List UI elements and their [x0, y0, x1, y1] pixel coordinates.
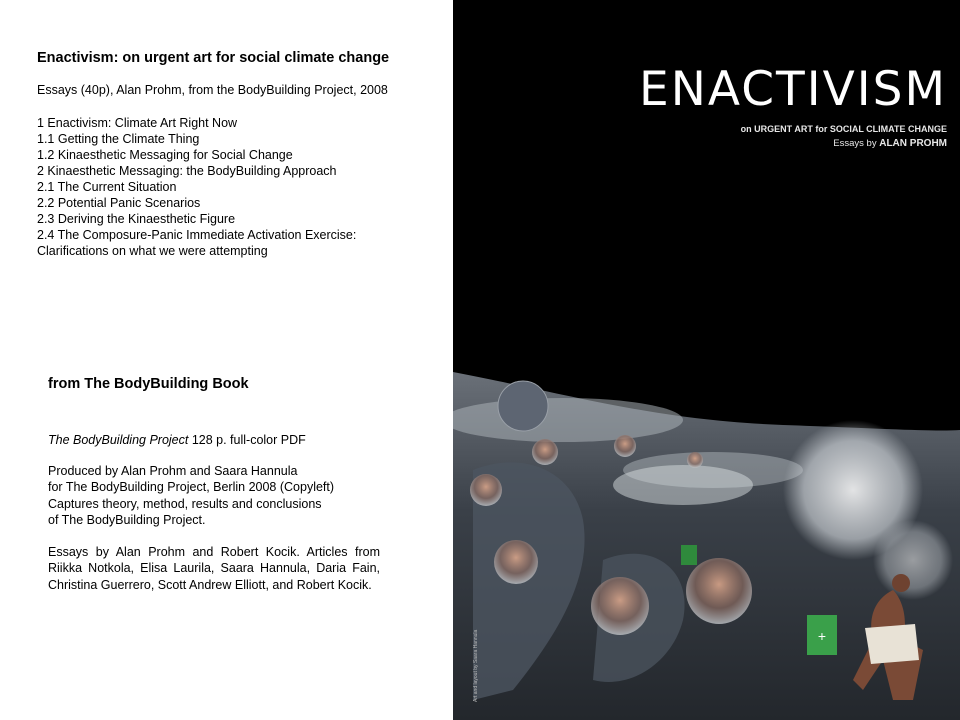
first-aid-kit	[681, 545, 697, 565]
essays-subtitle: Essays (40p), Alan Prohm, from the BodyBuilding Project, 2008	[37, 83, 388, 97]
book-format-line	[48, 432, 380, 448]
book-production-info	[48, 463, 380, 528]
first-aid-cross: +	[817, 628, 827, 644]
cover-title: ENACTIVISM	[639, 62, 947, 117]
table-of-contents	[37, 115, 356, 259]
toc-item: Clarifications on what we were attempting	[37, 244, 268, 258]
figure-bubble	[614, 435, 636, 457]
figure-bubble	[470, 474, 502, 506]
book-contributors: Essays by Alan Prohm and Robert Kocik. Articles from Riikka Notkola, Elisa Laurila, Saara Hannula, Daria Fain, Christina Guerrero, Scott Andrew Elliott, and Robert Kocik.	[48, 545, 380, 592]
book-format: 128 p. full-color PDF	[188, 433, 306, 447]
figure-bubble	[687, 452, 703, 468]
cover-subtitle: on URGENT ART for SOCIAL CLIMATE CHANGE	[740, 124, 947, 134]
storm-cloud	[873, 520, 953, 600]
text-page	[0, 0, 453, 720]
toc-item: 2.2 Potential Panic Scenarios	[37, 196, 201, 210]
book-title: from The BodyBuilding Book	[48, 376, 249, 392]
toc-item: 2.1 The Current Situation	[37, 180, 177, 194]
production-line: Captures theory, method, results and conclusions	[48, 496, 322, 511]
figure-bubble	[532, 439, 558, 465]
book-name: The BodyBuilding Project	[48, 433, 189, 447]
toc-item: 1.1 Getting the Climate Thing	[37, 132, 200, 146]
toc-item: 2.4 The Composure-Panic Immediate Activation Exercise:	[37, 228, 357, 242]
toc-item: 1.2 Kinaesthetic Messaging for Social Change	[37, 148, 293, 162]
production-line: Produced by Alan Prohm and Saara Hannula	[48, 464, 298, 478]
cloud-band	[613, 465, 753, 505]
book-cover	[453, 0, 960, 720]
figure-bubble	[494, 540, 538, 584]
cover-author: ALAN PROHM	[879, 138, 947, 149]
cloud-band	[453, 398, 683, 442]
planet-bubble	[498, 381, 548, 431]
toc-item: 1 Enactivism: Climate Art Right Now	[37, 116, 238, 130]
toc-item: 2 Kinaesthetic Messaging: the BodyBuilding Approach	[37, 164, 337, 178]
author-prefix: Essays by	[833, 138, 880, 149]
runner-head	[892, 574, 910, 592]
white-cloth	[865, 624, 919, 664]
production-line: for The BodyBuilding Project, Berlin 2008 (Copyleft)	[48, 480, 335, 495]
figure-bubble	[591, 577, 649, 635]
figure-bubble	[686, 558, 752, 624]
cover-author-line	[833, 138, 947, 149]
cover-credit: Art and layout by Saara Hannula	[473, 629, 479, 702]
toc-item: 2.3 Deriving the Kinaesthetic Figure	[37, 212, 236, 226]
production-line: of The BodyBuilding Project.	[48, 512, 206, 527]
essays-title: Enactivism: on urgent art for social climate change	[37, 50, 390, 66]
